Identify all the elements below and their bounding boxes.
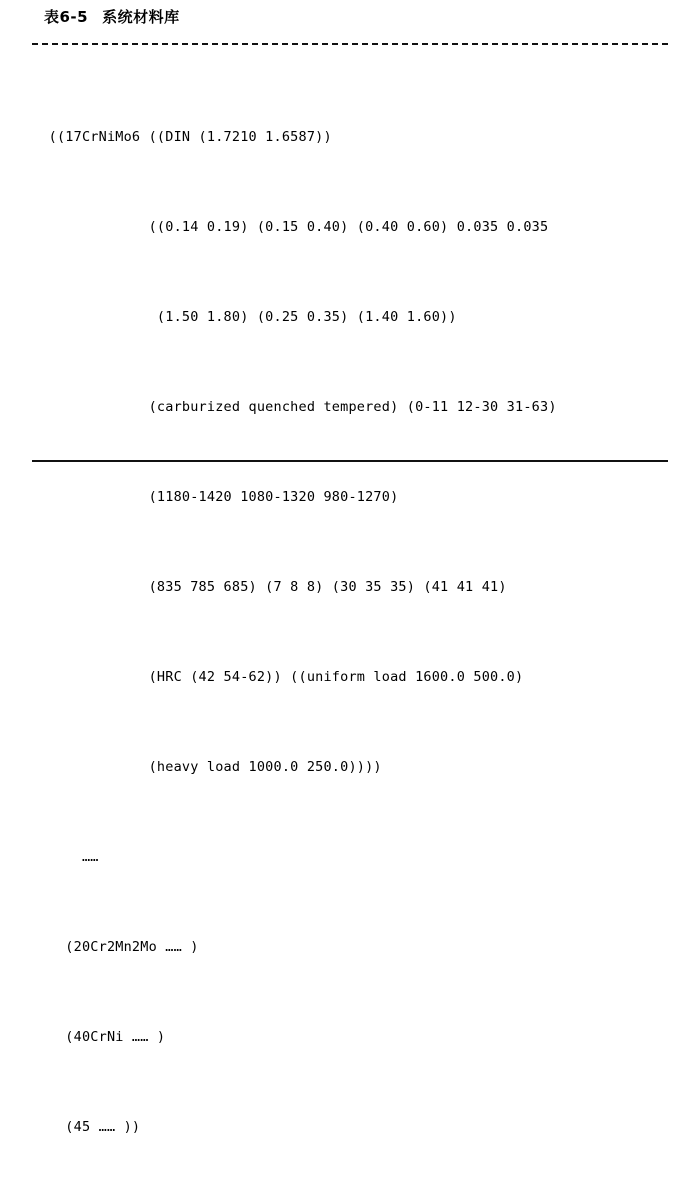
code-line: (HRC (42 54-62)) ((uniform load 1600.0 500.0) [32, 669, 524, 685]
table-caption [44, 6, 180, 27]
table-caption-number: 表6-5 [44, 8, 89, 26]
divider-bottom [32, 460, 668, 462]
code-line: (45 …… )) [32, 1119, 141, 1135]
code-line: …… [32, 849, 99, 865]
code-line: (1180-1420 1080-1320 980-1270) [32, 489, 399, 505]
code-line: ((17CrNiMo6 ((DIN (1.7210 1.6587)) [32, 129, 332, 145]
table-caption-title: 系统材料库 [102, 8, 180, 26]
code-line: (40CrNi …… ) [32, 1029, 166, 1045]
code-line: (1.50 1.80) (0.25 0.35) (1.40 1.60)) [32, 309, 457, 325]
divider-top [32, 43, 668, 45]
code-line: (heavy load 1000.0 250.0)))) [32, 759, 382, 775]
code-line: (carburized quenched tempered) (0-11 12-30 31-63) [32, 399, 557, 415]
code-line: ((0.14 0.19) (0.15 0.40) (0.40 0.60) 0.035 0.035 [32, 219, 549, 235]
code-line: (20Cr2Mn2Mo …… ) [32, 939, 199, 955]
material-library-code [32, 62, 672, 1202]
code-line: (835 785 685) (7 8 8) (30 35 35) (41 41 41) [32, 579, 507, 595]
